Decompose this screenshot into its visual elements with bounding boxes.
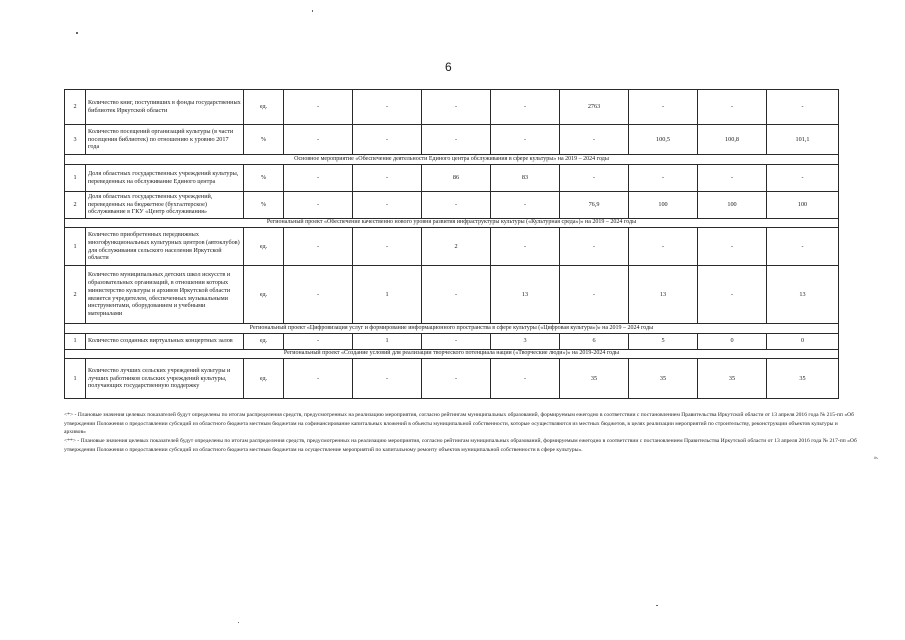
indicators-table [64, 89, 839, 399]
indicator-name: Количество посещений организаций культуры (в части посещения библиотек) по отношению к уровню 2017 года [86, 125, 244, 155]
indicator-name: Количество созданных виртуальных концертных залов [86, 333, 244, 349]
value-cell: - [560, 228, 629, 266]
section-title: Региональный проект «Обеспечение качественно нового уровня развития инфраструктуры культуры («Культурная среда»)» на 2019 – 2024 годы [65, 218, 839, 228]
indicator-name: Количество лучших сельских учреждений культуры и лучших работников сельских учреждений культуры, получающих государственную поддержку [86, 359, 244, 399]
footnote-2: <**> - Плановые значения целевых показателей будут определены по итогам распределения средств, предусмотренных на реализацию мероприятия, согласно рейтингам муниципальных образований, формируемым ежегодно в соответствии с постановлением Правительства Иркутской области от 13 апреля 2016 года № 217-пп «Об утверждении Положения о предоставлении субсидий из областного бюджета местным бюджетам на осуществление мероприятий по капитальному ремонту объектов муниципальной собственности в сфере культуры». [64, 437, 857, 453]
unit-cell: ед. [244, 266, 284, 324]
value-cell: - [422, 333, 491, 349]
value-cell: - [698, 90, 767, 125]
value-cell: 13 [629, 266, 698, 324]
value-cell: - [284, 125, 353, 155]
value-cell: - [767, 90, 839, 125]
row-number: 2 [65, 266, 86, 324]
value-cell: - [353, 228, 422, 266]
value-cell: 0 [767, 333, 839, 349]
value-cell: 5 [629, 333, 698, 349]
page-number: 6 [445, 60, 452, 74]
value-cell: 2 [422, 228, 491, 266]
value-cell: - [491, 191, 560, 218]
row-number: 1 [65, 359, 86, 399]
value-cell: - [284, 90, 353, 125]
value-cell: 2763 [560, 90, 629, 125]
indicator-name: Количество муниципальных детских школ искусств и образовательных организаций, в отношении которых министерство культуры и архивов Иркутской области является учредителем, обеспеченных музыкальными инструментами, оборудованием и учебными материалами [86, 266, 244, 324]
value-cell: - [629, 90, 698, 125]
table-row [65, 90, 839, 125]
value-cell: - [767, 164, 839, 191]
value-cell: 100 [629, 191, 698, 218]
table-row [65, 359, 839, 399]
section-header-row [65, 324, 839, 334]
value-cell: - [422, 266, 491, 324]
value-cell: - [491, 90, 560, 125]
table-row [65, 266, 839, 324]
value-cell: - [284, 333, 353, 349]
value-cell: - [629, 228, 698, 266]
value-cell: - [698, 228, 767, 266]
indicator-name: Доля областных государственных учреждений, переведенных на бюджетное (бухгалтерское) обслуживание в ГКУ «Центр обслуживания» [86, 191, 244, 218]
row-number: 1 [65, 333, 86, 349]
footnotes [64, 411, 860, 454]
value-cell: 101,1 [767, 125, 839, 155]
section-title: Основное мероприятие «Обеспечение деятельности Единого центра обслуживания в сфере культуры» на 2019 – 2024 годы [65, 155, 839, 165]
indicator-name: Доля областных государственных учреждений культуры, переведенных на обслуживание Единого центра [86, 164, 244, 191]
value-cell: 100 [698, 191, 767, 218]
value-cell: - [284, 191, 353, 218]
value-cell: 35 [767, 359, 839, 399]
value-cell: 76,9 [560, 191, 629, 218]
value-cell: - [422, 125, 491, 155]
value-cell: 6 [560, 333, 629, 349]
value-cell: 35 [560, 359, 629, 399]
unit-cell: ед. [244, 228, 284, 266]
value-cell: - [560, 125, 629, 155]
value-cell: 3 [491, 333, 560, 349]
indicator-name: Количество приобретенных передвижных многофункциональных культурных центров (автоклубов) для обслуживания сельского населения Иркутской области [86, 228, 244, 266]
scan-speck [312, 10, 313, 12]
closing-quote-mark: ». [874, 455, 879, 461]
value-cell: 13 [767, 266, 839, 324]
value-cell: 35 [629, 359, 698, 399]
value-cell: 100,5 [629, 125, 698, 155]
value-cell: - [353, 191, 422, 218]
value-cell: - [491, 228, 560, 266]
value-cell: 86 [422, 164, 491, 191]
table-row [65, 164, 839, 191]
value-cell: - [422, 191, 491, 218]
unit-cell: ед. [244, 333, 284, 349]
row-number: 3 [65, 125, 86, 155]
row-number: 1 [65, 228, 86, 266]
table-row [65, 191, 839, 218]
scan-speck [656, 605, 658, 606]
value-cell: - [491, 125, 560, 155]
value-cell: - [698, 164, 767, 191]
value-cell: - [284, 164, 353, 191]
value-cell: - [491, 359, 560, 399]
value-cell: - [353, 125, 422, 155]
value-cell: - [284, 359, 353, 399]
value-cell: - [353, 164, 422, 191]
value-cell: 13 [491, 266, 560, 324]
section-header-row [65, 349, 839, 359]
value-cell: 1 [353, 333, 422, 349]
value-cell: 1 [353, 266, 422, 324]
value-cell: - [353, 90, 422, 125]
indicator-name: Количество книг, поступивших в фонды государственных библиотек Иркутской области [86, 90, 244, 125]
row-number: 2 [65, 90, 86, 125]
section-header-row [65, 218, 839, 228]
value-cell: - [422, 359, 491, 399]
value-cell: - [284, 266, 353, 324]
value-cell: - [698, 266, 767, 324]
value-cell: 100,8 [698, 125, 767, 155]
value-cell: - [767, 228, 839, 266]
table-row [65, 333, 839, 349]
scan-speck [76, 32, 78, 34]
unit-cell: % [244, 191, 284, 218]
value-cell: - [560, 164, 629, 191]
value-cell: - [422, 90, 491, 125]
value-cell: 0 [698, 333, 767, 349]
value-cell: 35 [698, 359, 767, 399]
value-cell: - [353, 359, 422, 399]
row-number: 1 [65, 164, 86, 191]
value-cell: 100 [767, 191, 839, 218]
unit-cell: % [244, 164, 284, 191]
unit-cell: ед. [244, 359, 284, 399]
section-title: Региональный проект «Цифровизация услуг и формирование информационного пространства в сфере культуры («Цифровая культура»)» на 2019 – 2024 годы [65, 324, 839, 334]
footnote-1: <*> - Плановые значения целевых показателей будут определены по итогам распределения средств, предусмотренных на реализацию мероприятия, согласно рейтингам муниципальных образований, формируемым ежегодно в соответствии с постановлением Правительства Иркутской области от 13 апреля 2016 года № 215-пп «Об утверждении Положения о предоставлении субсидий из областного бюджета местным бюджетам на софинансирование капитальных вложений в объекты муниципальной собственности, которые осуществляются из местных бюджетов, в целях реализации мероприятий по строительству, реконструкции объектов культуры и архивов» [64, 412, 855, 436]
unit-cell: % [244, 125, 284, 155]
value-cell: 83 [491, 164, 560, 191]
section-header-row [65, 155, 839, 165]
table-row [65, 125, 839, 155]
table-row [65, 228, 839, 266]
row-number: 2 [65, 191, 86, 218]
indicators-table-body [65, 90, 839, 399]
value-cell: - [284, 228, 353, 266]
scan-speck [238, 622, 239, 623]
value-cell: - [560, 266, 629, 324]
section-title: Региональный проект «Создание условий для реализации творческого потенциала нации («Творческие люди»)» на 2019-2024 годы [65, 349, 839, 359]
value-cell: - [629, 164, 698, 191]
unit-cell: ед. [244, 90, 284, 125]
